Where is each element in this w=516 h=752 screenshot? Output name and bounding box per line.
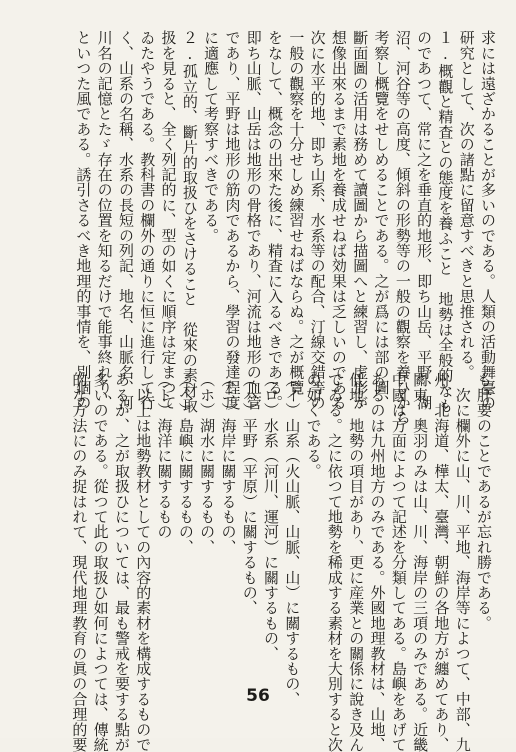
lower-text-line: あるのは九州地方のみである。外國地理教材は、山地、 xyxy=(368,372,387,752)
upper-text-line: 研究として、次の諸點に留意すべきと思推される。 xyxy=(457,30,476,380)
upper-text-line: 即ち山脈、山岳は地形の骨格であり、河流は地形の血管 xyxy=(244,30,263,410)
lower-text-line: 的な方法にのみ捉はれて、現代地理教育の眞の合理的要 xyxy=(70,372,89,752)
upper-text-line: １.概觀と精査との態度を養ふこと 地勢は全般的なも xyxy=(436,30,455,413)
upper-text-line: ２.孤立的、斷片的取扱ひをさけること 從來の素材取 xyxy=(180,30,199,413)
lower-text-line: （ニ）海岸に關するもの、 xyxy=(219,372,238,555)
lower-text-line: 低地、地勢の項目があり、更に産業との關係に說き及ん xyxy=(347,372,366,752)
upper-text-line: ゐたやうである。教科書の欄外の通りに恒に進行して行 xyxy=(138,30,157,410)
upper-text-line: といつた風である。誘引さるべき地理的事情を、別個の xyxy=(74,30,93,410)
upper-text-line: をなして、概念の出來た後に、精査に入るべきである。 xyxy=(266,30,285,410)
upper-text-line: のであつて、常に之を垂直的地形、即ち山岳、平野、湖 xyxy=(415,30,434,410)
upper-text-line: であり、平野は地形の筋肉であるから、學習の發達程度 xyxy=(223,30,242,410)
upper-text-line: 想像出來るまで素地を養成せねば効果は乏しいのである xyxy=(329,30,348,410)
lower-text-line: 次に欄外に山、川、平地、海岸等によつて、中部、九 xyxy=(453,372,472,752)
lower-text-line: （ハ）平野（平原）に關するもの、 xyxy=(240,372,259,616)
lower-text-line: （ホ）湖水に關するもの、 xyxy=(198,372,217,555)
lower-text-line: 關東、奧羽のみは山、川、海岸の三項のみである。近畿 xyxy=(411,372,430,752)
lower-text-line: （ヘ）島嶼に關するもの、 xyxy=(176,372,195,555)
lower-text-line: あるが、之が取扱ひについては、最も警戒を要する點が xyxy=(112,372,131,752)
upper-text-line: 斷面圖の活用は務めて讀圖から描圖へと練習し、虚形が xyxy=(351,30,370,410)
page-number: 56 xyxy=(246,686,270,706)
upper-text-line: 求には遠ざかることが多いのである。人類の活動舞臺の xyxy=(479,30,497,410)
lower-text-line: 多いのである。從つて此の取扱ひ如何によつては、傳統 xyxy=(91,372,110,752)
upper-text-line: く、山系の名稱、水系の長短の列記、地名、山脈名、河 xyxy=(116,30,135,410)
upper-text-line: 扱を見ると、全く列記的に、型の如くに順序は定まつて xyxy=(159,30,178,410)
upper-text-line: 沼、河谷等の高度、傾斜の形勢等の一般の觀察を養ひから xyxy=(393,30,412,426)
upper-text-line: 川名の記憶とたゞ存在の位置を知るだけで能事終れり、 xyxy=(95,30,114,410)
lower-text-line: （ロ）水系（河川、運河）に關するもの、 xyxy=(262,372,281,661)
upper-text-line: に適應して考察すべきである。 xyxy=(202,30,221,243)
upper-text-line: 一般の觀察を十分せしめ練習せねばならぬ。之が概覽 xyxy=(287,30,306,395)
lower-text-line: 州、北海道、樺太、臺灣、朝鮮の各地方が纏めてあり、 xyxy=(432,372,451,752)
lower-text-line: の如くである。 xyxy=(304,372,323,479)
upper-text-line: 次に水平的地、即ち山系、水系等の配合、汀線交錯等の xyxy=(308,30,327,410)
lower-text-line: （イ）山系（火山脈、山脈、山）に關するもの、 xyxy=(283,372,302,707)
upper-text-line: 考察し概覽をせしめることである。之が爲には部の圖、 xyxy=(372,30,391,410)
lower-text-line: 以上は地勢教材としての內容的素材を構成するもので xyxy=(134,372,153,752)
lower-text-line: も肝要のことであるが忘れ勝である。 xyxy=(475,372,493,631)
lower-text-line: 中國は方面によつて記述を分類してある。島嶼をあげて xyxy=(389,372,408,752)
lower-text-line: （ト）海洋に關するもの xyxy=(155,372,174,540)
lower-text-line: でゐる。之に依つて地勢を稀成する素材を大別すると次 xyxy=(325,372,344,752)
